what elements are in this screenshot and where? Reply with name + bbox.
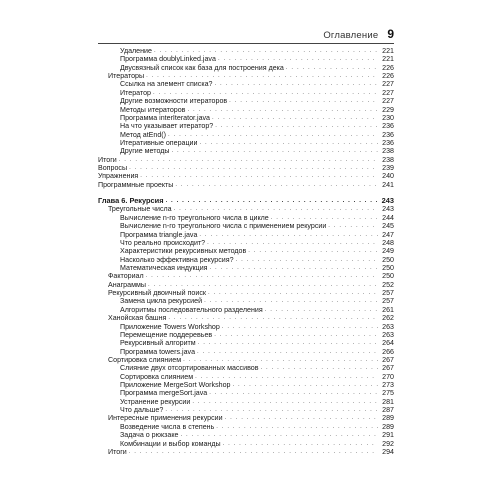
toc-entry-title: Итератор [98, 89, 153, 97]
dot-leader [171, 147, 378, 155]
toc-entry-page: 262 [382, 314, 394, 323]
toc-entry-title: Программные проекты [98, 180, 174, 189]
toc-entry [98, 164, 394, 172]
section-title: Оглавление [323, 30, 379, 41]
toc-entry-page: 221 [382, 55, 394, 64]
table-of-contents [98, 47, 394, 456]
dot-leader [218, 55, 378, 63]
toc-entry-title: Программа doublyLinked.java [98, 55, 218, 63]
dot-leader [166, 197, 378, 205]
dot-leader [148, 281, 378, 289]
toc-entry [98, 156, 394, 164]
toc-entry-page: 266 [382, 347, 394, 356]
toc-entry-page: 294 [382, 447, 394, 456]
dot-leader [174, 205, 378, 213]
toc-entry-title: Итоги [98, 155, 117, 164]
toc-entry-page: 267 [382, 355, 394, 364]
dot-leader [214, 331, 378, 339]
toc-entry-title: Итоги [98, 448, 129, 456]
toc-entry-title: Алгоритмы последовательного разделения [98, 306, 265, 314]
toc-entry-title: Ссылка на элемент списка? [98, 80, 214, 88]
toc-entry-title: Вопросы [98, 164, 128, 173]
toc-entry [98, 373, 394, 381]
toc-entry-page: 238 [382, 155, 394, 164]
dot-leader [129, 448, 378, 456]
toc-entry-page: 247 [382, 230, 394, 239]
toc-entry-title: Задача о рюкзаке [98, 431, 180, 439]
toc-entry-title: Интересные применения рекурсии [98, 414, 225, 422]
dot-leader [223, 440, 378, 448]
toc-entry-page: 236 [382, 122, 394, 131]
toc-entry [98, 331, 394, 339]
dot-leader [222, 323, 378, 331]
dot-leader [154, 47, 378, 55]
toc-entry-page: 250 [382, 263, 394, 272]
dot-leader [140, 172, 378, 180]
dot-leader [204, 297, 378, 305]
toc-entry-title: Вычисление n-го треугольного числа с применением рекурсии [98, 222, 328, 230]
toc-entry-page: 226 [382, 63, 394, 72]
toc-entry-page: 243 [381, 196, 394, 206]
toc-entry [98, 339, 394, 347]
toc-entry-title: Насколько эффективна рекурсия? [98, 256, 236, 264]
toc-entry [98, 147, 394, 155]
toc-entry-page: 264 [382, 339, 394, 348]
toc-entry-page: 270 [382, 372, 394, 381]
toc-entry-title: Замена цикла рекурсией [98, 297, 204, 305]
toc-entry-page: 263 [382, 322, 394, 331]
toc-entry-title: Рекурсивный двоичный поиск [98, 289, 208, 297]
toc-entry-page: 289 [382, 422, 394, 431]
toc-entry-title: Устранение рекурсии [98, 398, 192, 406]
dot-leader [271, 214, 378, 222]
dot-leader [197, 348, 378, 356]
toc-entry-title: Итеративные операции [98, 139, 199, 147]
toc-entry [98, 448, 394, 456]
toc-entry-title: Другие методы [98, 147, 171, 155]
toc-entry [98, 64, 394, 72]
dot-leader [265, 306, 378, 314]
toc-entry-title: Программа mergeSort.java [98, 389, 209, 397]
toc-entry [98, 80, 394, 88]
toc-entry [98, 106, 394, 114]
toc-entry-page: 250 [382, 255, 394, 264]
toc-entry-page: 257 [382, 297, 394, 306]
dot-leader [153, 89, 378, 97]
toc-entry [98, 172, 394, 180]
toc-entry-title: Упражнения [98, 172, 139, 181]
dot-leader [192, 398, 378, 406]
dot-leader [180, 431, 378, 439]
toc-entry [98, 239, 394, 247]
toc-entry-title: Комбинации и выбор команды [98, 440, 223, 448]
toc-entry-title: Что дальше? [98, 406, 165, 414]
toc-entry [98, 222, 394, 230]
dot-leader [187, 106, 378, 114]
toc-entry [98, 364, 394, 372]
dot-leader [328, 222, 378, 230]
dot-leader [214, 80, 378, 88]
dot-leader [175, 181, 378, 189]
dot-leader [146, 272, 378, 280]
toc-entry-title: Сортировка слиянием [98, 356, 183, 364]
toc-entry-page: 267 [382, 364, 394, 373]
toc-entry-title: Итераторы [98, 72, 146, 80]
toc-entry [98, 97, 394, 105]
toc-entry-page: 252 [382, 280, 394, 289]
toc-entry-title: Другие возможности итераторов [98, 97, 229, 105]
toc-entry-page: 226 [382, 72, 394, 81]
toc-entry-title: Приложение MergeSort Workshop [98, 381, 232, 389]
toc-entry-title: Приложение Towers Workshop [98, 323, 222, 331]
toc-entry [98, 122, 394, 130]
dot-leader [248, 247, 378, 255]
toc-entry-title: Метод atEnd() [98, 131, 168, 139]
toc-entry [98, 414, 394, 422]
toc-entry [98, 406, 394, 414]
toc-entry-page: 273 [382, 381, 394, 390]
toc-entry-page: 239 [382, 164, 394, 173]
toc-entry [98, 131, 394, 139]
toc-entry [98, 72, 394, 80]
toc-entry [98, 181, 394, 189]
toc-entry-page: 230 [382, 113, 394, 122]
toc-entry-title: Факториал [98, 272, 146, 280]
toc-entry-page: 275 [382, 389, 394, 398]
dot-leader [232, 381, 378, 389]
toc-entry-page: 238 [382, 147, 394, 156]
toc-entry-page: 236 [382, 138, 394, 147]
dot-leader [260, 364, 378, 372]
header-rule [98, 43, 394, 44]
dot-leader [195, 373, 378, 381]
toc-entry-page: 281 [382, 397, 394, 406]
toc-entry-title: Ханойская башня [98, 314, 168, 322]
toc-entry [98, 348, 394, 356]
toc-entry-title: На что указывает итератор? [98, 122, 215, 130]
toc-entry-title: Глава 6. Рекурсия [98, 196, 164, 206]
dot-leader [209, 389, 378, 397]
dot-leader [146, 72, 378, 80]
toc-entry [98, 272, 394, 280]
dot-leader [168, 131, 378, 139]
toc-entry-title: Анаграммы [98, 281, 148, 289]
toc-entry-page: 261 [382, 305, 394, 314]
toc-entry-title: Рекурсивный алгоритм [98, 339, 198, 347]
toc-entry [98, 423, 394, 431]
toc-entry [98, 356, 394, 364]
toc-chapter-row [98, 197, 394, 205]
page-number: 9 [387, 27, 394, 41]
toc-entry [98, 231, 394, 239]
toc-entry-title: Что реально происходит? [98, 239, 207, 247]
toc-entry-title: Двусвязный список как база для построения дека [98, 64, 286, 72]
toc-entry [98, 389, 394, 397]
toc-entry-page: 248 [382, 238, 394, 247]
dot-leader [207, 239, 378, 247]
toc-entry [98, 114, 394, 122]
toc-entry-title: Вычисление n-го треугольного числа в цикле [98, 214, 271, 222]
toc-entry [98, 256, 394, 264]
toc-entry-page: 241 [382, 180, 394, 189]
toc-entry-page: 227 [382, 97, 394, 106]
toc-entry [98, 205, 394, 213]
toc-entry [98, 381, 394, 389]
toc-entry [98, 297, 394, 305]
toc-entry [98, 440, 394, 448]
dot-leader [199, 231, 378, 239]
toc-entry [98, 264, 394, 272]
toc-entry-title: Возведение числа в степень [98, 423, 216, 431]
toc-entry-page: 249 [382, 247, 394, 256]
toc-entry-page: 236 [382, 130, 394, 139]
toc-entry-title: Характеристики рекурсивных методов [98, 247, 248, 255]
dot-leader [165, 406, 378, 414]
toc-entry-title: Программа towers.java [98, 348, 197, 356]
dot-leader [129, 164, 378, 172]
toc-entry [98, 314, 394, 322]
dot-leader [212, 114, 378, 122]
toc-entry-page: 227 [382, 80, 394, 89]
toc-entry [98, 47, 394, 55]
toc-entry-page: 263 [382, 330, 394, 339]
toc-entry-title: Удаление [98, 47, 154, 55]
dot-leader [286, 64, 378, 72]
toc-entry-page: 250 [382, 272, 394, 281]
toc-entry-title: Перемещение поддеревьев [98, 331, 214, 339]
toc-entry-page: 245 [382, 222, 394, 231]
toc-entry-page: 227 [382, 88, 394, 97]
toc-entry-page: 240 [382, 172, 394, 181]
toc-entry-page: 257 [382, 289, 394, 298]
toc-entry-page: 243 [382, 205, 394, 214]
toc-entry [98, 431, 394, 439]
toc-entry [98, 55, 394, 63]
dot-leader [208, 289, 378, 297]
toc-entry-page: 287 [382, 406, 394, 415]
dot-leader [119, 156, 378, 164]
dot-leader [199, 139, 378, 147]
toc-entry [98, 214, 394, 222]
toc-entry [98, 281, 394, 289]
toc-entry [98, 306, 394, 314]
dot-leader [236, 256, 378, 264]
toc-entry [98, 139, 394, 147]
dot-leader [198, 339, 378, 347]
toc-entry-page: 291 [382, 431, 394, 440]
toc-entry-page: 229 [382, 105, 394, 114]
dot-leader [216, 423, 378, 431]
toc-entry [98, 89, 394, 97]
dot-leader [229, 97, 378, 105]
running-head [98, 27, 394, 41]
dot-leader [210, 264, 378, 272]
toc-entry-title: Методы итераторов [98, 106, 187, 114]
dot-leader [215, 122, 378, 130]
toc-entry-page: 221 [382, 47, 394, 55]
toc-entry-title: Сортировка слиянием [98, 373, 195, 381]
toc-entry-title: Треугольные числа [98, 205, 174, 213]
toc-entry-page: 289 [382, 414, 394, 423]
toc-entry-title: Программа interIterator.java [98, 114, 212, 122]
toc-entry-page: 244 [382, 213, 394, 222]
dot-leader [225, 414, 378, 422]
dot-leader [168, 314, 378, 322]
toc-entry [98, 323, 394, 331]
toc-entry [98, 247, 394, 255]
toc-entry-title: Программа triangle.java [98, 231, 199, 239]
toc-entry [98, 398, 394, 406]
dot-leader [183, 356, 378, 364]
toc-entry [98, 289, 394, 297]
toc-entry-page: 292 [382, 439, 394, 448]
toc-entry-title: Слияние двух отсортированных массивов [98, 364, 260, 372]
toc-entry-title: Математическая индукция [98, 264, 210, 272]
